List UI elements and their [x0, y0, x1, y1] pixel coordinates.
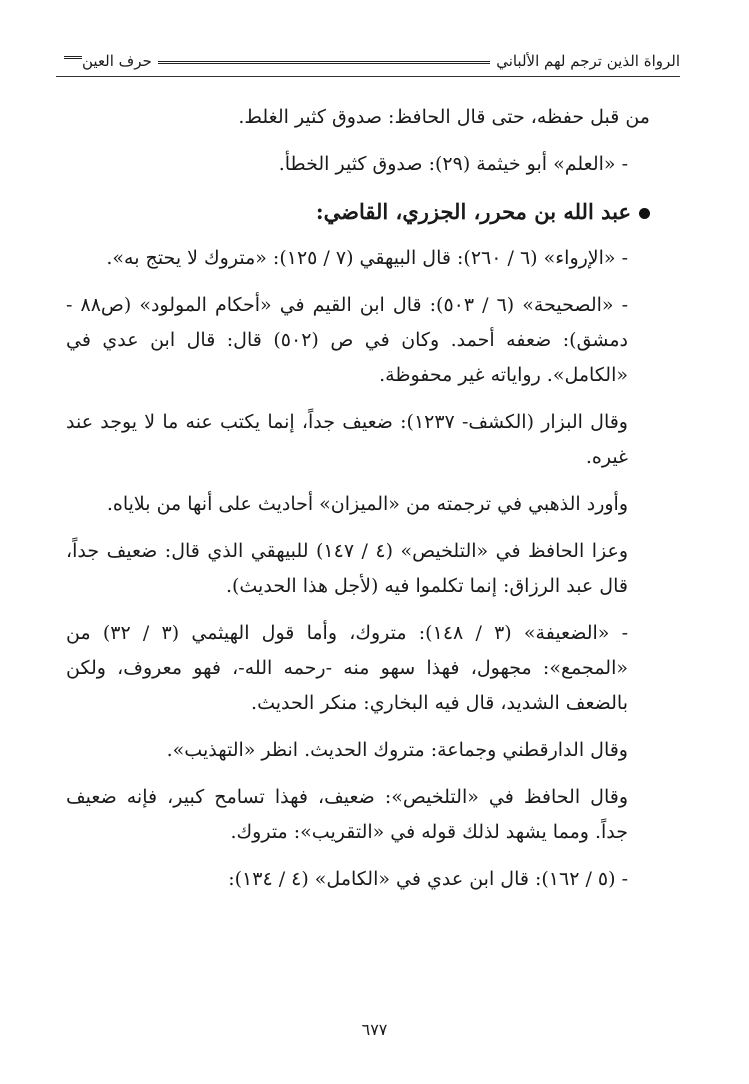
paragraph: وقال الدارقطني وجماعة: متروك الحديث. انظر «التهذيب». — [166, 739, 628, 761]
page-body — [66, 100, 650, 909]
header-book-title: الرواة الذين ترجم لهم الألباني — [496, 52, 680, 70]
paragraph: وعزا الحافظ في «التلخيص» (٤ / ١٤٧) للبيهقي الذي قال: ضعيف جداً، قال عبد الرزاق: إنما تكلموا فيه (لأجل هذا الحديث). — [66, 540, 629, 597]
header-underline — [56, 76, 680, 77]
paragraph: - (٥ / ١٦٢): قال ابن عدي في «الكامل» (٤ / ١٣٤): — [228, 868, 628, 890]
paragraph: وقال الحافظ في «التلخيص»: ضعيف، فهذا تسامح كبير، فإنه ضعيف جداً. ومما يشهد لذلك قوله في «التقريب»: متروك. — [66, 786, 628, 843]
bullet-icon — [639, 208, 650, 219]
entry-heading — [66, 194, 650, 229]
paragraph: - «الضعيفة» (٣ / ١٤٨): متروك، وأما قول الهيثمي (٣ / ٣٢) من «المجمع»: مجهول، فهذا سهو منه -رحمه الله-، فهو معروف، ولكن بالضعف الشديد، قال فيه البخاري: منكر الحديث. — [66, 622, 629, 714]
header-ornament — [64, 56, 82, 68]
entry-heading-text: عبد الله بن محرر، الجزري، القاضي: — [315, 199, 631, 224]
paragraph: وقال البزار (الكشف- ١٢٣٧): ضعيف جداً، إنما يكتب عنه ما لا يوجد عند غيره. — [66, 411, 628, 468]
paragraph: - «العلم» أبو خيثمة (٢٩): صدوق كثير الخطأ. — [278, 153, 628, 175]
page-number: ٦٧٧ — [361, 1020, 388, 1039]
header-chapter: حرف العين — [82, 52, 152, 70]
paragraph: - «الإرواء» (٦ / ٢٦٠): قال البيهقي (٧ / ١٢٥): «متروك لا يحتج به». — [106, 247, 628, 269]
paragraph: وأورد الذهبي في ترجمته من «الميزان» أحاديث على أنها من بلاياه. — [106, 493, 628, 515]
header-rule — [158, 61, 490, 64]
paragraph: من قبل حفظه، حتى قال الحافظ: صدوق كثير الغلط. — [238, 106, 650, 128]
running-header — [56, 48, 680, 74]
paragraph: - «الصحيحة» (٦ / ٥٠٣): قال ابن القيم في «أحكام المولود» (ص٨٨ - دمشق): ضعفه أحمد. وكان في ص (٥٠٢) قال: قال ابن عدي في «الكامل». رواياته غير محفوظة. — [66, 294, 629, 386]
